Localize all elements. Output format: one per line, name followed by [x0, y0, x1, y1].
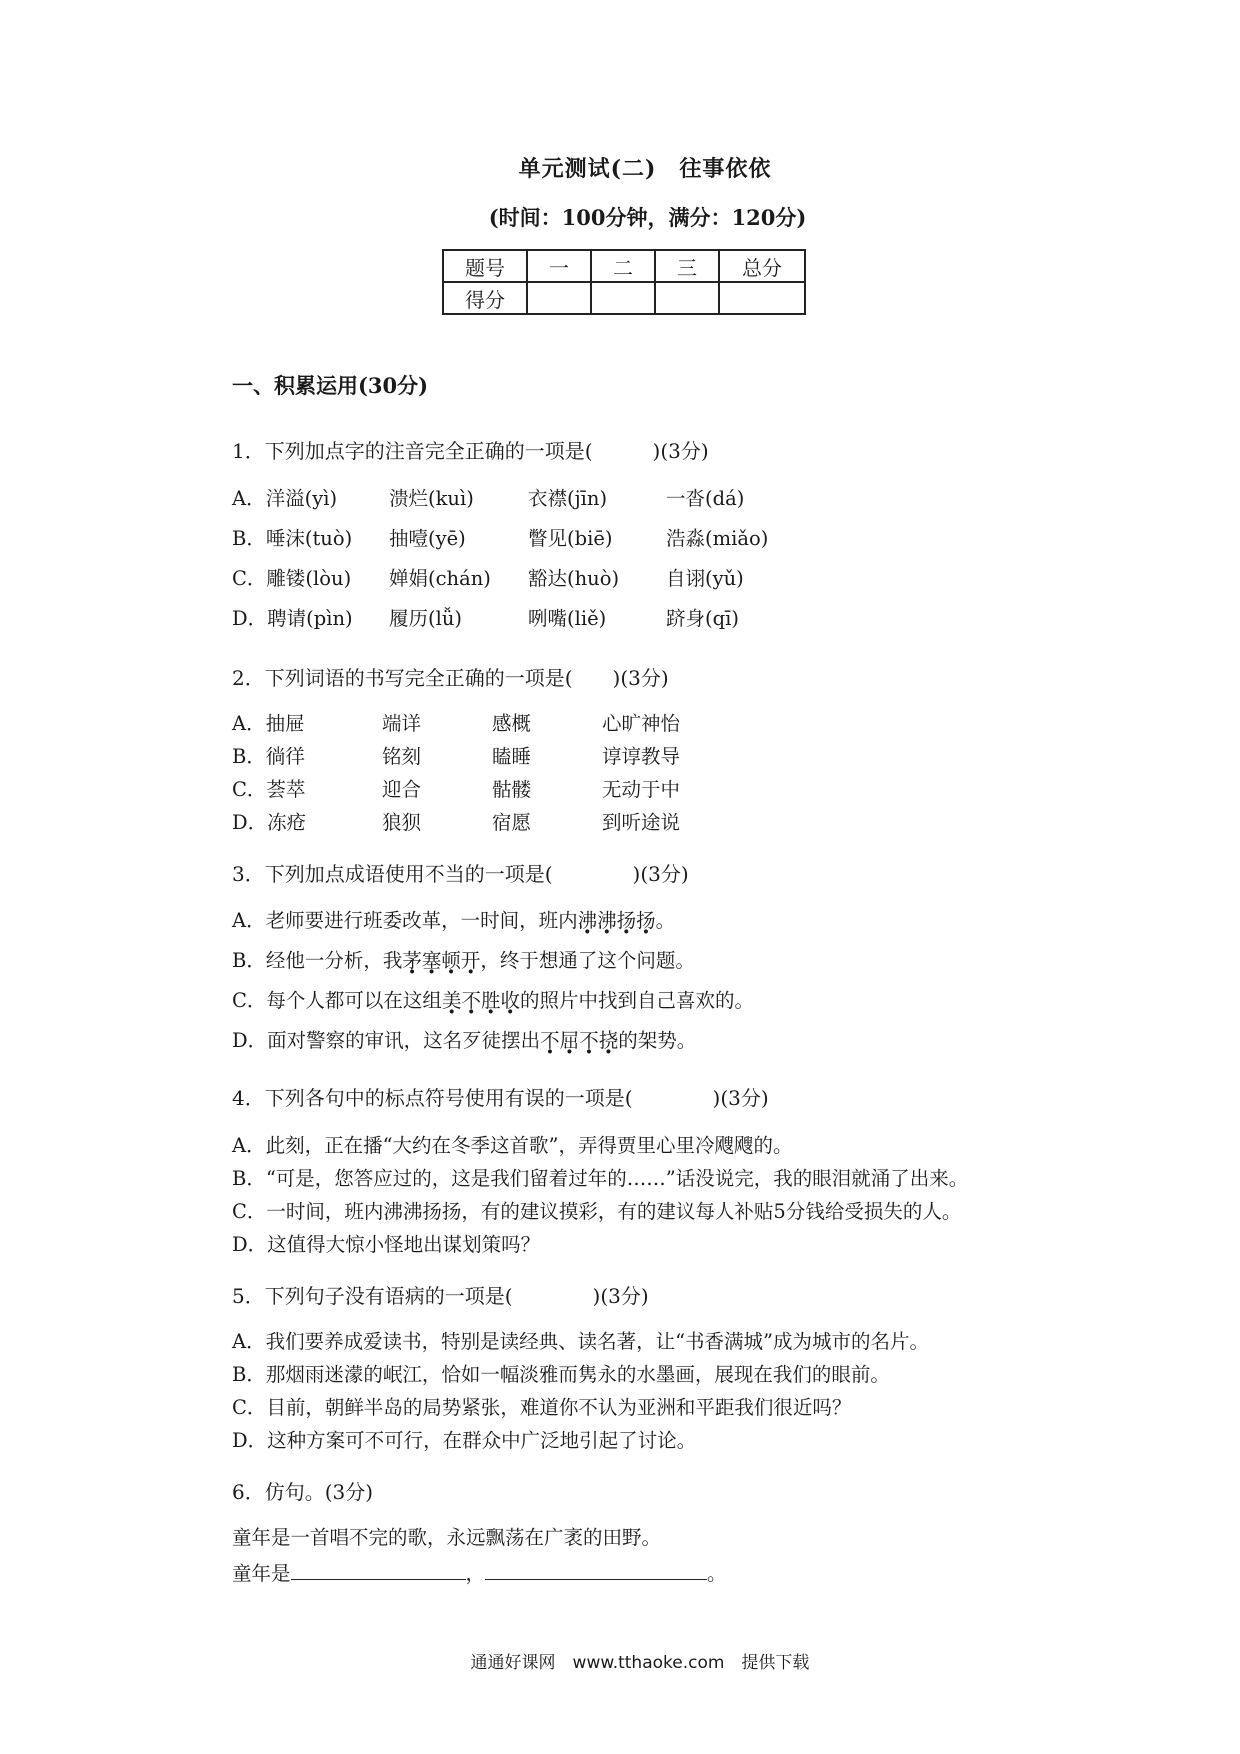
option-term: C．雕镂(lòu) — [232, 567, 352, 590]
option-term: 铭刻 — [382, 745, 422, 768]
option-term: 迎合 — [382, 778, 422, 801]
question-4-option-b[interactable]: B．“可是，您答应过的，这是我们留着过年的……”话没说完，我的眼泪就涌了出来。 — [232, 1167, 969, 1190]
question-1-stem: 1．下列加点字的注音完全正确的一项是( )(3分) — [232, 439, 709, 463]
dotted-char: 不 — [579, 1029, 599, 1052]
score-cell: 一 — [527, 250, 591, 282]
question-5-option-a[interactable]: A．我们要养成爱读书，特别是读经典、读名著，让“书香满城”成为城市的名片。 — [232, 1330, 930, 1353]
dotted-char: 茅 — [402, 949, 422, 972]
dotted-char: 扬 — [636, 909, 656, 932]
option-term: 狼狈 — [382, 811, 422, 834]
dotted-idiom — [578, 909, 656, 932]
option-text: 。 — [655, 909, 676, 932]
score-table — [442, 249, 806, 315]
option-label: B． — [232, 949, 266, 972]
question-6-example: 童年是一首唱不完的歌，永远飘荡在广袤的田野。 — [232, 1526, 662, 1549]
dotted-idiom — [540, 1029, 618, 1052]
option-term: 衣襟(jīn) — [528, 487, 608, 510]
fill-suffix: 。 — [707, 1562, 727, 1585]
dotted-char: 挠 — [598, 1029, 619, 1052]
question-3-option-a[interactable] — [232, 905, 675, 933]
score-input-cell[interactable] — [591, 282, 655, 314]
option-term: 谆谆教导 — [602, 745, 681, 768]
question-5-option-d[interactable]: D．这种方案可不可行，在群众中广泛地引起了讨论。 — [232, 1429, 697, 1452]
question-3-option-d[interactable] — [232, 1025, 696, 1053]
option-term: B．唾沫(tuò) — [232, 527, 353, 550]
dotted-char: 塞 — [421, 949, 442, 972]
dotted-char: 不 — [540, 1029, 560, 1052]
option-term: 瞌睡 — [492, 745, 532, 768]
dotted-char: 扬 — [616, 909, 637, 932]
question-5-option-c[interactable]: C．目前，朝鲜半岛的局势紧张，难道你不认为亚洲和平距我们很近吗？ — [232, 1396, 852, 1419]
option-term: 无动于中 — [602, 778, 681, 801]
option-text: 的架势。 — [618, 1029, 697, 1052]
option-text: 经他一分析，我 — [265, 949, 403, 972]
dotted-char: 开 — [460, 949, 481, 972]
section-heading: 一、积累运用(30分) — [232, 373, 429, 398]
option-term: D．聘请(pìn) — [232, 607, 353, 630]
option-term: 跻身(qī) — [666, 607, 739, 630]
option-label: D． — [232, 1029, 268, 1052]
option-term: 心旷神怡 — [602, 712, 681, 735]
answer-blank-2[interactable] — [485, 1559, 707, 1580]
score-cell: 得分 — [443, 282, 527, 314]
option-text: 老师要进行班委改革，一时间，班内 — [265, 909, 578, 932]
question-3-option-b[interactable] — [232, 945, 695, 973]
option-term: 溃烂(kuì) — [389, 487, 474, 510]
score-table-header-row — [443, 250, 805, 282]
page-subtitle: (时间：100分钟，满分：120分) — [488, 205, 807, 230]
footer-credit: 通通好课网 www.tthaoke.com 提供下载 — [470, 1653, 810, 1673]
option-term: 浩淼(miǎo) — [666, 527, 769, 550]
score-cell: 二 — [591, 250, 655, 282]
question-4-stem: 4．下列各句中的标点符号使用有误的一项是( )(3分) — [232, 1086, 769, 1110]
question-5-option-b[interactable]: B．那烟雨迷濛的岷江，恰如一幅淡雅而隽永的水墨画，展现在我们的眼前。 — [232, 1363, 890, 1386]
dotted-char: 沸 — [597, 909, 617, 932]
option-term: 感概 — [492, 712, 532, 735]
fill-prefix: 童年是 — [232, 1562, 291, 1585]
question-4-option-c[interactable]: C．一时间，班内沸沸扬扬，有的建议摸彩，有的建议每人补贴5分钱给受损失的人。 — [232, 1200, 962, 1223]
dotted-char: 不 — [461, 989, 481, 1012]
dotted-char: 顿 — [441, 949, 461, 972]
score-cell: 总分 — [719, 250, 805, 282]
question-3-stem: 3．下列加点成语使用不当的一项是( )(3分) — [232, 862, 689, 886]
option-term: 宿愿 — [492, 811, 532, 834]
score-cell: 三 — [655, 250, 719, 282]
answer-blank-1[interactable] — [291, 1559, 466, 1580]
option-term: 端详 — [382, 712, 422, 735]
question-3-option-c[interactable] — [232, 985, 754, 1013]
option-term: 豁达(huò) — [528, 567, 620, 590]
dotted-char: 收 — [500, 989, 520, 1012]
fill-separator: ， — [465, 1562, 486, 1585]
score-table-score-row — [443, 282, 805, 314]
question-4-option-d[interactable]: D．这值得大惊小怪地出谋划策吗？ — [232, 1233, 541, 1256]
question-2-stem: 2．下列词语的书写完全正确的一项是( )(3分) — [232, 666, 669, 690]
option-term: 瞥见(biē) — [528, 527, 613, 550]
score-input-cell[interactable] — [655, 282, 719, 314]
option-text: 的照片中找到自己喜欢的。 — [520, 989, 755, 1012]
question-5-stem: 5．下列句子没有语病的一项是( )(3分) — [232, 1284, 649, 1308]
score-input-cell[interactable] — [527, 282, 591, 314]
option-term: 抽噎(yē) — [389, 527, 466, 550]
score-input-cell[interactable] — [719, 282, 805, 314]
option-term: 婵娟(chán) — [389, 567, 491, 590]
question-6-answer-line — [232, 1558, 727, 1586]
dotted-idiom — [402, 949, 480, 972]
question-4-option-a[interactable]: A．此刻，正在播“大约在冬季这首歌”，弄得贾里心里冷飕飕的。 — [232, 1134, 793, 1157]
option-term: 自诩(yǔ) — [666, 567, 744, 590]
option-term: 骷髅 — [492, 778, 532, 801]
option-text: 面对警察的审讯，这名歹徒摆出 — [267, 1029, 541, 1052]
option-term: A．洋溢(yì) — [232, 487, 338, 510]
option-term: C．荟萃 — [232, 778, 306, 801]
option-term: 一沓(dá) — [666, 487, 745, 510]
option-term: B．徜徉 — [232, 745, 305, 768]
dotted-char: 屈 — [559, 1029, 580, 1052]
dotted-char: 胜 — [480, 989, 501, 1012]
option-term: 履历(lǚ) — [389, 607, 463, 630]
option-text: ，终于想通了这个问题。 — [480, 949, 695, 972]
option-label: C． — [232, 989, 267, 1012]
score-cell: 题号 — [443, 250, 527, 282]
option-term: 到听途说 — [602, 811, 681, 834]
option-term: A．抽屉 — [232, 712, 305, 735]
option-term: D．冻疮 — [232, 811, 307, 834]
dotted-char: 沸 — [577, 909, 598, 932]
option-label: A． — [232, 909, 266, 932]
question-6-stem: 6．仿句。(3分) — [232, 1480, 374, 1504]
option-term: 咧嘴(liě) — [528, 607, 607, 630]
dotted-char: 美 — [441, 989, 462, 1012]
page-title: 单元测试(二) 往事依依 — [518, 156, 772, 182]
option-text: 每个人都可以在这组 — [266, 989, 442, 1012]
dotted-idiom — [442, 989, 520, 1012]
